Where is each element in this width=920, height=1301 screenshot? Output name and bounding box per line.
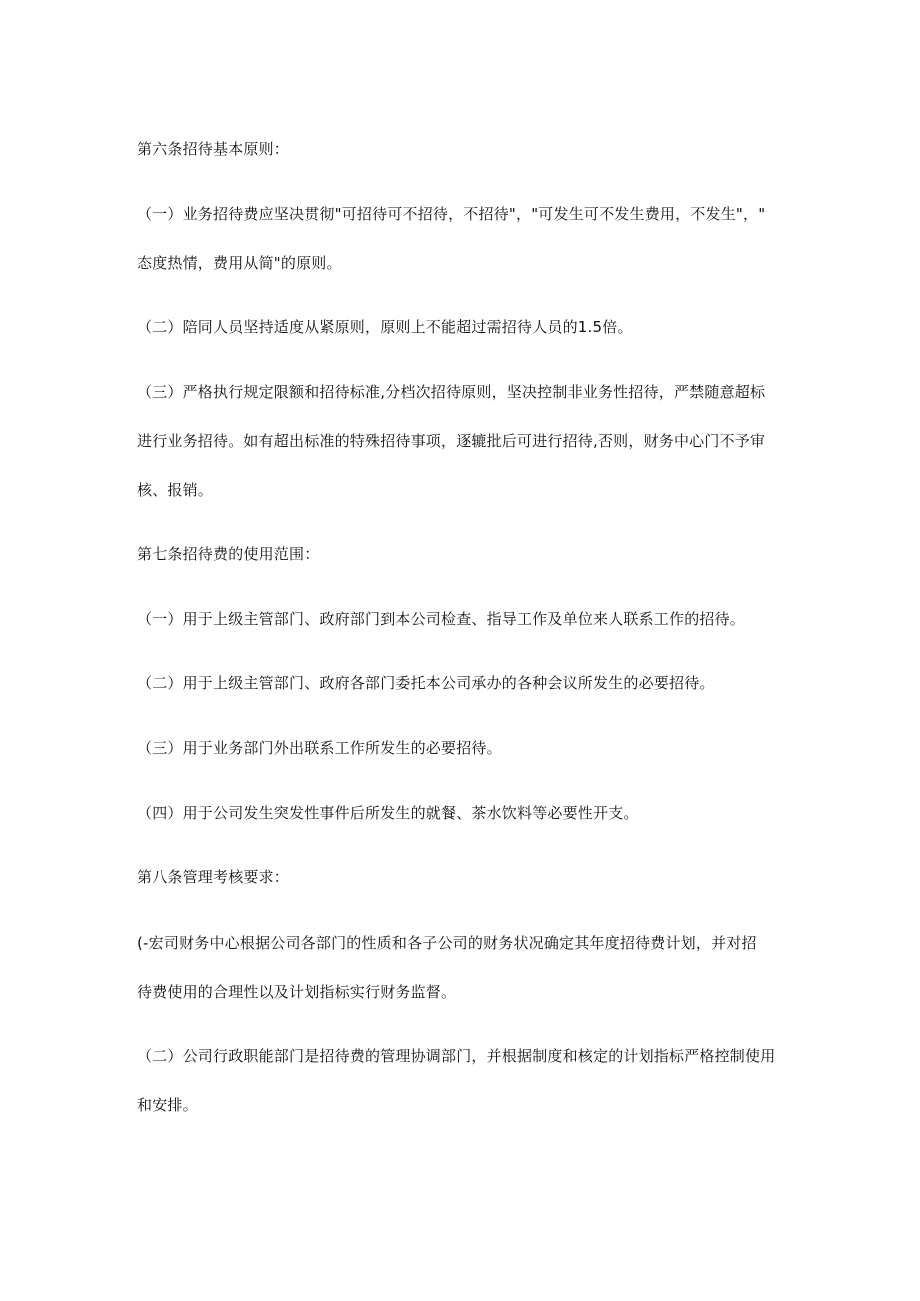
article8-heading: 第八条管理考核要求： [137, 868, 290, 886]
article6-item3-line1: （三）严格执行规定限额和招待标准,分档次招待原则，坚决控制非业务性招待，严禁随意超标 [137, 383, 766, 401]
article6-item1-line1: （一）业务招待费应坚决贯彻"可招待可不招待，不招待"，"可发生可不发生费用，不发生"，" [137, 205, 766, 223]
article7-item3: （三）用于业务部门外出联系工作所发生的必要招待。 [137, 739, 502, 757]
article6-heading: 第六条招待基本原则： [137, 140, 290, 158]
article8-item2-line1: （二）公司行政职能部门是招待费的管理协调部门，并根据制度和核定的计划指标严格控制使用 [137, 1047, 776, 1065]
article7-item4: （四）用于公司发生突发性事件后所发生的就餐、茶水饮料等必要性开支。 [137, 804, 639, 822]
article7-item1: （一）用于上级主管部门、政府部门到本公司检查、指导工作及单位来人联系工作的招待。 [137, 610, 746, 628]
article8-item2-line2: 和安排。 [137, 1096, 198, 1114]
article6-item3-line2: 进行业务招待。如有超出标准的特殊招待事项，逐辘批后可进行招待,否则，财务中心门不予审 [137, 432, 766, 450]
article7-heading: 第七条招待费的使用范围： [137, 545, 320, 563]
article8-item1-line2: 待费使用的合理性以及计划指标实行财务监督。 [137, 983, 457, 1001]
article7-item2: （二）用于上级主管部门、政府各部门委托本公司承办的各种会议所发生的必要招待。 [137, 674, 715, 692]
article6-item2: （二）陪同人员坚持适度从紧原则，原则上不能超过需招待人员的1.5倍。 [137, 318, 633, 336]
article8-item1-line1: (-宏司财务中心根据公司各部门的性质和各子公司的财务状况确定其年度招待费计划，并对招 [137, 934, 757, 952]
article6-item3-line3: 核、报销。 [137, 481, 214, 499]
article6-item1-line2: 态度热情，费用从简"的原则。 [137, 254, 342, 272]
